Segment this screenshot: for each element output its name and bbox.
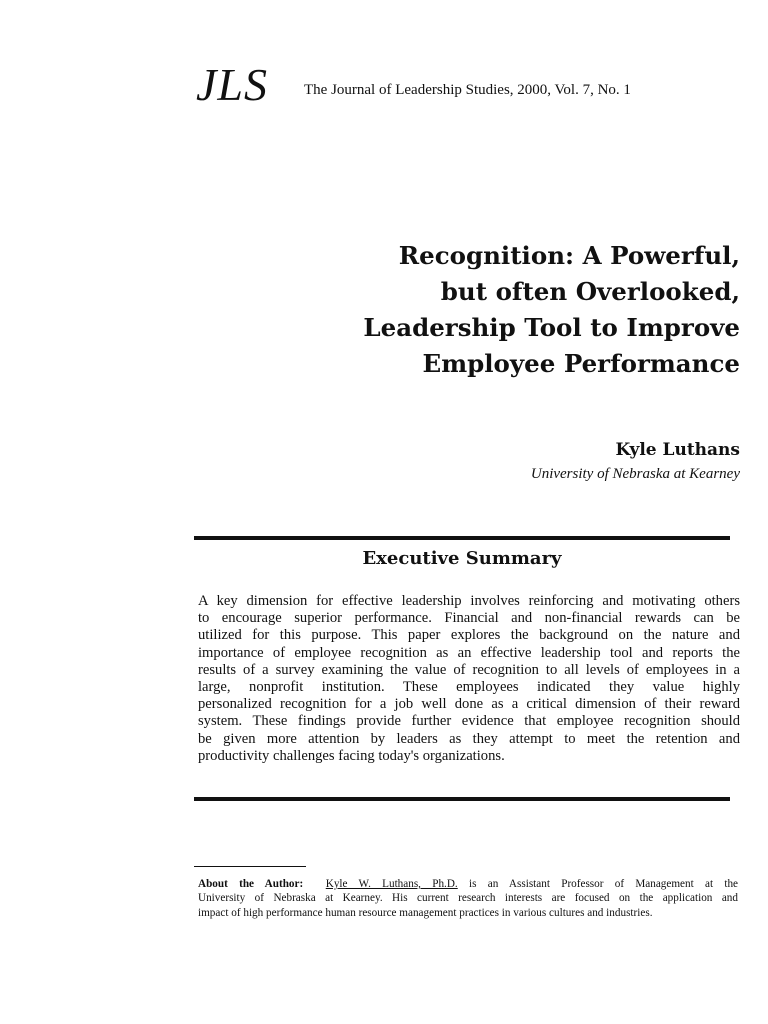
article-title <box>220 238 740 382</box>
footnote-line <box>198 877 738 891</box>
footnote-line: impact of high performance human resource management practices in various cultures and industries. <box>198 906 653 919</box>
title-line: Leadership Tool to Improve <box>363 313 740 342</box>
footnote-label: About the Author: <box>198 878 304 890</box>
author-affiliation: University of Nebraska at Kearney <box>530 466 740 482</box>
footnote-author-name: Kyle W. Luthans, Ph.D. <box>325 878 458 890</box>
author-footnote <box>198 877 738 920</box>
footnote-line: University of Nebraska at Kearney. His current research interests are focused on the application and <box>198 892 738 905</box>
summary-line: utilized for this purpose. This paper explores the background on the nature and <box>198 627 740 644</box>
executive-summary-text <box>198 593 740 765</box>
summary-line: personalized recognition for a job well done as a critical dimension of their reward <box>198 696 740 713</box>
title-line: but often Overlooked, <box>440 277 740 306</box>
summary-line: large, nonprofit institution. These employees indicated they value highly <box>198 679 740 696</box>
summary-line: productivity challenges facing today's organizations. <box>198 747 505 764</box>
summary-bottom-rule <box>194 797 730 801</box>
summary-heading: Executive Summary <box>362 548 562 569</box>
footnote-separator <box>194 866 306 867</box>
summary-line: results of a survey examining the value of recognition to all levels of employees in a <box>198 661 740 678</box>
summary-line: be given more attention by leaders as they attempt to meet the retention and <box>198 730 740 747</box>
title-line: Recognition: A Powerful, <box>398 241 740 270</box>
summary-line: to encourage superior performance. Financial and non-financial rewards can be <box>198 610 740 627</box>
journal-citation: The Journal of Leadership Studies, 2000, Vol. 7, No. 1 <box>304 82 631 98</box>
author-name: Kyle Luthans <box>615 440 740 460</box>
summary-line: A key dimension for effective leadership involves reinforcing and motivating others <box>198 593 740 609</box>
title-line: Employee Performance <box>422 349 740 378</box>
summary-line: system. These findings provide further evidence that employee recognition should <box>198 713 740 730</box>
summary-top-rule <box>194 536 730 540</box>
journal-logo: JLS <box>196 59 268 110</box>
summary-line: importance of employee recognition as an effective leadership tool and reports the <box>198 644 740 661</box>
footnote-line-rest: is an Assistant Professor of Management at the <box>457 878 738 890</box>
